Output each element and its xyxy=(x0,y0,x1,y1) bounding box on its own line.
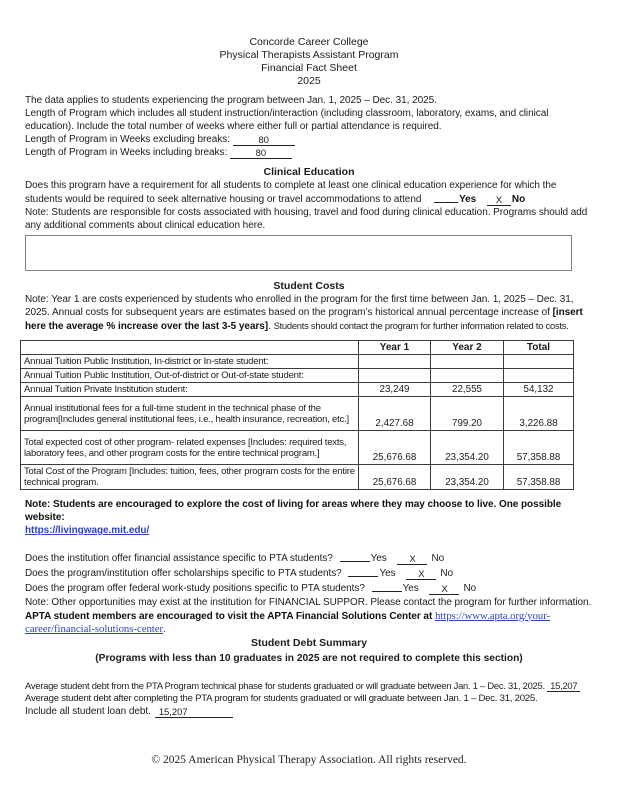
student-costs-note-insert: [insert here the average % increase over the last 3-5 years] xyxy=(25,307,583,332)
question-text: Does the program offer federal work-study positions specific to PTA students? xyxy=(25,583,365,594)
student-costs-heading: Student Costs xyxy=(273,280,345,292)
table-row xyxy=(21,465,574,490)
student-debt-subheading: (Programs with less than 10 graduates in 2025 are not required to complete this section) xyxy=(95,652,523,664)
row-year2-value: 23,354.20 xyxy=(431,465,504,490)
copyright-footer: © 2025 American Physical Therapy Association. All rights reserved. xyxy=(151,753,467,766)
table-header-row xyxy=(21,341,574,355)
question-work-study xyxy=(25,581,593,596)
table-row xyxy=(21,383,574,397)
table-row xyxy=(21,369,574,383)
debt-value-2[interactable]: 15,207 xyxy=(155,707,233,718)
row-year2-value: 23,354.20 xyxy=(431,431,504,465)
row-label: Annual Tuition Public Institution, Out-of-district or Out-of-state student: xyxy=(21,369,359,383)
weeks-excluding-value[interactable]: 80 xyxy=(233,135,295,146)
question-yes-blank[interactable] xyxy=(340,551,370,562)
clinical-question-line xyxy=(25,179,593,206)
clinical-yes-label: Yes xyxy=(459,194,477,205)
clinical-yes-blank[interactable] xyxy=(434,192,458,203)
row-label: Annual institutional fees for a full-time student in the technical phase of the program[Includes general institutional fees, i.e., health insurance, recreation, etc.] xyxy=(21,397,359,431)
weeks-excluding-line xyxy=(25,133,593,146)
row-total-value: 54,132 xyxy=(504,383,574,397)
livingwage-link[interactable]: https://livingwage.mit.edu/ xyxy=(25,525,150,536)
cost-of-living-note xyxy=(25,498,593,537)
question-no-label: No xyxy=(440,568,454,579)
question-financial-assistance xyxy=(25,551,593,566)
table-row xyxy=(21,397,574,431)
question-yes-blank[interactable] xyxy=(372,581,402,592)
row-label: Total expected cost of other program- related expenses [Includes: required texts, laboratory fees, and other program costs for the entire technical program.] xyxy=(21,431,359,465)
clinical-no-label: No xyxy=(511,194,526,205)
row-total-value: 3,226.88 xyxy=(504,397,574,431)
debt-line-3 xyxy=(25,705,593,718)
row-year2-value: 22,555 xyxy=(431,383,504,397)
weeks-excluding-label: Length of Program in Weeks excluding breaks: xyxy=(25,134,230,145)
table-header-total: Total xyxy=(504,341,574,355)
document-header xyxy=(25,36,593,88)
student-costs-table xyxy=(20,340,574,490)
row-year1-value: 23,249 xyxy=(359,383,431,397)
clinical-education-heading: Clinical Education xyxy=(263,166,355,178)
row-year2-value: 799.20 xyxy=(431,397,504,431)
clinical-note: Note: Students are responsible for costs associated with housing, travel and food during clinical education. Programs should add any additional comments about clinical education here. xyxy=(25,207,588,231)
question-yes-label: Yes xyxy=(402,583,419,594)
row-total-value: 57,358.88 xyxy=(504,431,574,465)
row-year1-value: 25,676.68 xyxy=(359,465,431,490)
student-costs-note-sep: . xyxy=(268,321,274,332)
question-scholarships xyxy=(25,566,593,581)
student-costs-note-contact: Students should contact the program for further information related to costs. xyxy=(273,320,569,331)
row-total-value: 57,358.88 xyxy=(504,465,574,490)
table-header-year2: Year 2 xyxy=(431,341,504,355)
question-text: Does the institution offer financial assistance specific to PTA students? xyxy=(25,553,333,564)
financial-questions xyxy=(25,551,593,596)
question-text: Does the program/institution offer scholarships specific to PTA students? xyxy=(25,568,342,579)
debt-value-1[interactable]: 15,207 xyxy=(547,680,580,692)
question-yes-blank[interactable] xyxy=(348,566,378,577)
title-sheet: Financial Fact Sheet xyxy=(261,62,357,74)
debt-line-2: Average student debt after completing the PTA program for students graduated or will graduate between Jan. 1 – Dec. 31, 2025. xyxy=(25,692,538,704)
table-header-blank xyxy=(21,341,359,355)
row-year2-value xyxy=(431,369,504,383)
row-label: Annual Tuition Private Institution student: xyxy=(21,383,359,397)
title-year: 2025 xyxy=(297,75,321,87)
weeks-including-line xyxy=(25,146,593,159)
question-no-label: No xyxy=(463,583,477,594)
student-costs-note-main: Note: Year 1 are costs experienced by students who enrolled in the program for the first time between Jan. 1, 2025 – Dec. 31, 2025. Annual costs for subsequent years are estimates based on the program’s historical annual percentage increase of xyxy=(25,294,574,318)
question-no-mark[interactable]: X xyxy=(429,584,459,595)
question-yes-label: Yes xyxy=(379,568,396,579)
table-row xyxy=(21,355,574,369)
row-year2-value xyxy=(431,355,504,369)
row-total-value xyxy=(504,369,574,383)
table-header-year1: Year 1 xyxy=(359,341,431,355)
clinical-question-text: Does this program have a requirement for all students to complete at least one clinical education experience for which the students would be required to seek alternative housing or travel accommodations to attend xyxy=(25,180,557,205)
student-costs-note xyxy=(25,293,593,333)
question-yes-label: Yes xyxy=(370,553,387,564)
debt-line-3-label: Include all student loan debt. xyxy=(25,705,151,717)
row-label: Total Cost of the Program [Includes: tuition, fees, other program costs for the entire technical program. xyxy=(21,465,359,490)
other-opportunities-note: Note: Other opportunities may exist at the institution for FINANCIAL SUPPOR. Please contact the program for further information. xyxy=(25,597,592,608)
row-year1-value: 2,427.68 xyxy=(359,397,431,431)
title-college: Concorde Career College xyxy=(249,36,369,48)
apta-text: APTA student members are encouraged to visit the APTA Financial Solutions Center at xyxy=(25,610,435,622)
question-no-mark[interactable]: X xyxy=(397,554,427,565)
row-year1-value xyxy=(359,355,431,369)
title-program: Physical Therapists Assistant Program xyxy=(219,49,399,61)
row-label: Annual Tuition Public Institution, In-district or In-state student: xyxy=(21,355,359,369)
clinical-comments-box[interactable] xyxy=(25,235,572,271)
apta-link[interactable]: https://www.apta.org/your-career/financial-solutions-center xyxy=(25,609,551,635)
apta-note xyxy=(25,610,593,637)
weeks-including-label: Length of Program in Weeks including breaks: xyxy=(25,147,228,158)
debt-line-1-text: Average student debt from the PTA Program technical phase for students graduated or will graduate between Jan. 1 – Dec. 31, 2025. xyxy=(25,679,545,691)
weeks-including-value[interactable]: 80 xyxy=(230,148,292,159)
intro-length-description: Length of Program which includes all student instruction/interaction (including classroom, laboratory, exams, and clinical education). Include the total number of weeks where either full or partial attendance is required. xyxy=(25,108,549,132)
cost-of-living-text: Note: Students are encouraged to explore the cost of living for areas where they may choose to live. One possible website: xyxy=(25,499,562,523)
question-no-label: No xyxy=(431,553,445,564)
apta-suffix: . xyxy=(163,624,166,635)
table-row xyxy=(21,431,574,465)
debt-line-1 xyxy=(25,679,593,692)
question-no-mark[interactable]: X xyxy=(406,569,436,580)
intro-applies: The data applies to students experiencing the program between Jan. 1, 2025 – Dec. 31, 2025. xyxy=(25,95,437,106)
clinical-no-mark[interactable]: X xyxy=(487,195,511,206)
row-total-value xyxy=(504,355,574,369)
row-year1-value: 25,676.68 xyxy=(359,431,431,465)
student-debt-heading: Student Debt Summary xyxy=(250,636,368,649)
row-year1-value xyxy=(359,369,431,383)
